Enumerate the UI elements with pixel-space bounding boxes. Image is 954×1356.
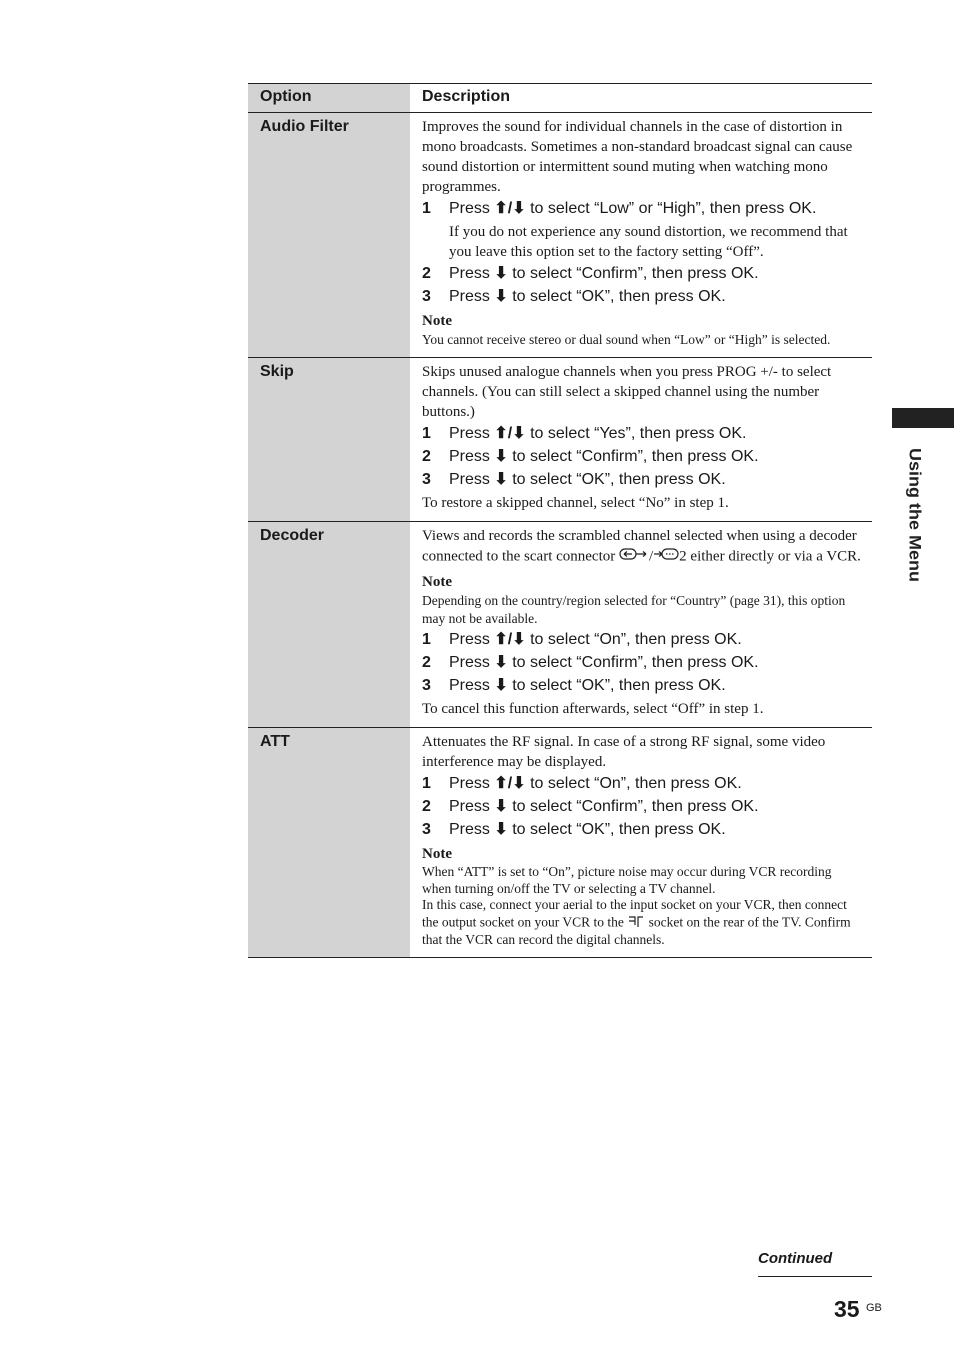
- step-press: Press: [449, 821, 490, 838]
- step-number: 1: [422, 631, 431, 648]
- note-part: In this case, connect your aerial to the input socket on your VCR, then connect the output socket on your VCR to the: [422, 897, 847, 929]
- step-number: 2: [422, 265, 431, 282]
- side-tab-label: Using the Menu: [905, 448, 924, 582]
- description-text: Improves the sound for individual channels in the case of distortion in mono broadcasts. Sometimes a non-standard broadcast signal can cause sound distortion or intermittent sound muting when watching mono programmes.: [422, 119, 853, 195]
- options-table: [248, 83, 872, 958]
- step-press: Press: [449, 677, 490, 694]
- option-name: Skip: [248, 358, 410, 521]
- description-part: 2 either directly or via a VCR.: [679, 548, 861, 565]
- step-text: to select “OK”, then press OK.: [512, 471, 726, 488]
- aerial-socket-icon: [627, 914, 645, 933]
- step-item: [422, 797, 862, 817]
- down-arrow-icon: ⬇: [494, 821, 508, 838]
- note-text: [422, 897, 862, 949]
- step-number: 1: [422, 775, 431, 792]
- step-press: Press: [449, 288, 490, 305]
- scart-in-out-icon: [619, 546, 649, 568]
- header-option: Option: [248, 84, 410, 112]
- continued-label: Continued: [758, 1250, 833, 1267]
- outro-text: To restore a skipped channel, select “No” in step 1.: [422, 495, 729, 511]
- scart-out-icon: [653, 546, 679, 568]
- step-number: 2: [422, 448, 431, 465]
- step-press: Press: [449, 631, 490, 648]
- step-number: 1: [422, 425, 431, 442]
- down-arrow-icon: ⬇: [494, 471, 508, 488]
- down-arrow-icon: ⬇: [494, 448, 508, 465]
- step-number: 3: [422, 677, 431, 694]
- page-number: 35: [834, 1296, 860, 1322]
- step-number: 1: [422, 200, 431, 217]
- step-press: Press: [449, 775, 490, 792]
- step-item: [422, 630, 862, 650]
- outro-text: To cancel this function afterwards, select “Off” in step 1.: [422, 701, 764, 717]
- option-description: [410, 113, 872, 357]
- note-text: Depending on the country/region selected for “Country” (page 31), this option may not be available.: [422, 593, 846, 626]
- step-item: [422, 447, 862, 467]
- down-arrow-icon: ⬇: [494, 798, 508, 815]
- description-text: Skips unused analogue channels when you press PROG +/- to select channels. (You can still select a skipped channel using the number buttons.): [422, 364, 832, 420]
- step-text: to select “OK”, then press OK.: [512, 677, 726, 694]
- option-description: [410, 728, 872, 957]
- up-down-arrow-icon: ⬆/⬇: [494, 631, 526, 648]
- step-item: [422, 199, 862, 219]
- table-row: [248, 728, 872, 958]
- step-item: [422, 820, 862, 840]
- table-row: [248, 522, 872, 728]
- table-row: [248, 113, 872, 358]
- step-text: to select “Low” or “High”, then press OK.: [530, 200, 817, 217]
- option-name: Audio Filter: [248, 113, 410, 357]
- step-item: [422, 264, 862, 284]
- up-down-arrow-icon: ⬆/⬇: [494, 200, 526, 217]
- step-item: [422, 470, 862, 490]
- option-description: [410, 522, 872, 727]
- step-detail: If you do not experience any sound distortion, we recommend that you leave this option set to the factory setting “Off”.: [449, 224, 848, 260]
- header-description: Description: [422, 88, 511, 105]
- step-text: to select “Yes”, then press OK.: [530, 425, 747, 442]
- description-part: Views and records the scrambled channel selected when using a decoder connected to the scart connector: [422, 528, 857, 565]
- side-tab-bar: [892, 408, 954, 428]
- step-number: 3: [422, 288, 431, 305]
- step-press: Press: [449, 200, 490, 217]
- down-arrow-icon: ⬇: [494, 654, 508, 671]
- step-text: to select “OK”, then press OK.: [512, 821, 726, 838]
- table-header: [248, 84, 872, 113]
- continued-divider: [758, 1276, 872, 1277]
- step-text: to select “Confirm”, then press OK.: [512, 448, 759, 465]
- step-number: 2: [422, 654, 431, 671]
- table-row: [248, 358, 872, 522]
- up-down-arrow-icon: ⬆/⬇: [494, 775, 526, 792]
- note-text: When “ATT” is set to “On”, picture noise may occur during VCR recording when turning on/off the TV or selecting a TV channel.: [422, 864, 832, 896]
- step-text: to select “Confirm”, then press OK.: [512, 798, 759, 815]
- step-text: to select “On”, then press OK.: [530, 775, 742, 792]
- page-suffix: GB: [866, 1302, 882, 1314]
- step-text: to select “Confirm”, then press OK.: [512, 654, 759, 671]
- step-text: to select “Confirm”, then press OK.: [512, 265, 759, 282]
- down-arrow-icon: ⬇: [494, 265, 508, 282]
- option-name: ATT: [248, 728, 410, 957]
- down-arrow-icon: ⬇: [494, 288, 508, 305]
- step-number: 3: [422, 471, 431, 488]
- step-item: [422, 676, 862, 696]
- note-heading: Note: [422, 313, 452, 329]
- down-arrow-icon: ⬇: [494, 677, 508, 694]
- step-press: Press: [449, 448, 490, 465]
- note-heading: Note: [422, 846, 452, 862]
- description-text: Views and records the scrambled channel selected when using a decoder connected to the scart connector / 2 either directly or via a VCR.: [422, 526, 862, 568]
- description-text: Attenuates the RF signal. In case of a strong RF signal, some video interference may be displayed.: [422, 734, 826, 770]
- step-press: Press: [449, 654, 490, 671]
- option-name: Decoder: [248, 522, 410, 727]
- note-heading: Note: [422, 574, 452, 590]
- step-item: [422, 774, 862, 794]
- up-down-arrow-icon: ⬆/⬇: [494, 425, 526, 442]
- step-press: Press: [449, 798, 490, 815]
- note-text: You cannot receive stereo or dual sound when “Low” or “High” is selected.: [422, 332, 831, 347]
- step-item: [422, 653, 862, 673]
- step-text: to select “OK”, then press OK.: [512, 288, 726, 305]
- step-item: [422, 287, 862, 307]
- step-press: Press: [449, 425, 490, 442]
- step-number: 2: [422, 798, 431, 815]
- step-item: [422, 424, 862, 444]
- step-press: Press: [449, 471, 490, 488]
- step-press: Press: [449, 265, 490, 282]
- step-number: 3: [422, 821, 431, 838]
- note-part: socket on the rear of the TV. Confirm that the VCR can record the digital channels.: [422, 913, 851, 947]
- option-description: [410, 358, 872, 521]
- step-text: to select “On”, then press OK.: [530, 631, 742, 648]
